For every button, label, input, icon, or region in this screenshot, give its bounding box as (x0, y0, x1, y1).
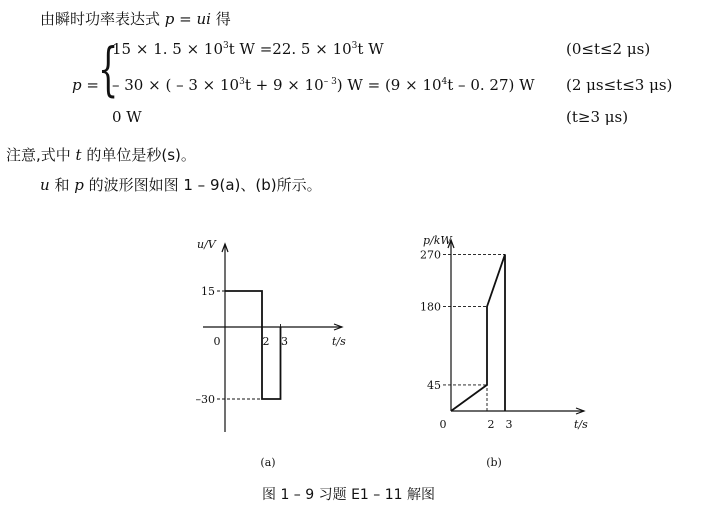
case1-mid: t W =22. 5 × 10 (228, 40, 352, 58)
intro-post: 得 (210, 10, 231, 28)
note-post: 的单位是秒(s)。 (81, 146, 196, 164)
case2-expr: – 30 × ( – 3 × 10 (112, 76, 240, 94)
y-tick-label: –30 (195, 393, 215, 406)
lhs-eq: = (81, 76, 99, 94)
note-pre: 注意,式中 (6, 146, 76, 164)
intro-text: 由瞬时功率表达式 (40, 10, 165, 28)
y-axis-label: p/kW (423, 234, 452, 247)
lhs-var: p (72, 76, 82, 94)
figure-sublabel: (a) (260, 456, 276, 469)
ws-u: u (40, 176, 50, 194)
x-tick-label: 2 (487, 418, 495, 431)
case1-exp1: 3 (223, 41, 229, 51)
x-axis-label: t/s (574, 418, 588, 431)
case2-exp2: – 3 (323, 77, 337, 87)
intro-ui: ui (196, 10, 211, 28)
case2-condition: (2 μs≤t≤3 μs) (566, 76, 673, 94)
intro-p: p (164, 10, 175, 28)
case1-exp2: 3 (351, 41, 358, 51)
case3-condition: (t≥3 μs) (566, 108, 629, 126)
ws-mid: 和 (49, 176, 75, 194)
y-tick-label: 180 (420, 300, 441, 314)
intro-eq: = (174, 10, 197, 28)
case2-exp1: 3 (239, 77, 245, 87)
case3-expr: 0 W (112, 108, 142, 126)
y-tick-label: 15 (201, 285, 215, 298)
case2-mid: t + 9 × 10 (244, 76, 324, 94)
x-tick-label: 3 (505, 418, 513, 431)
case2-tail: t – 0. 27) W (447, 76, 535, 94)
case1-condition: (0≤t≤2 μs) (566, 40, 651, 58)
series-line (451, 254, 505, 411)
note-var: t (75, 146, 82, 164)
figure-sublabel: (b) (486, 456, 502, 469)
y-tick-label: 270 (420, 248, 441, 262)
y-tick-label: 45 (427, 378, 441, 392)
figure-caption: 图 1 – 9 习题 E1 – 11 解图 (262, 487, 435, 503)
x-tick-label: 2 (262, 335, 270, 348)
case2-exp3: 4 (441, 77, 448, 87)
left-brace: { (98, 35, 119, 103)
x-tick-label: 0 (213, 335, 221, 348)
case2-mid2: ) W = (9 × 10 (336, 76, 442, 94)
x-tick-label: 3 (281, 335, 288, 348)
case1-expr: 15 × 1. 5 × 10 (112, 40, 224, 58)
x-axis-label: t/s (332, 335, 346, 348)
ws-p: p (74, 176, 84, 194)
x-tick-label: 0 (439, 418, 447, 431)
ws-post: 的波形图如图 1 – 9(a)、(b)所示。 (83, 176, 322, 194)
case1-tail: t W (357, 40, 384, 58)
y-axis-label: u/V (197, 238, 216, 251)
